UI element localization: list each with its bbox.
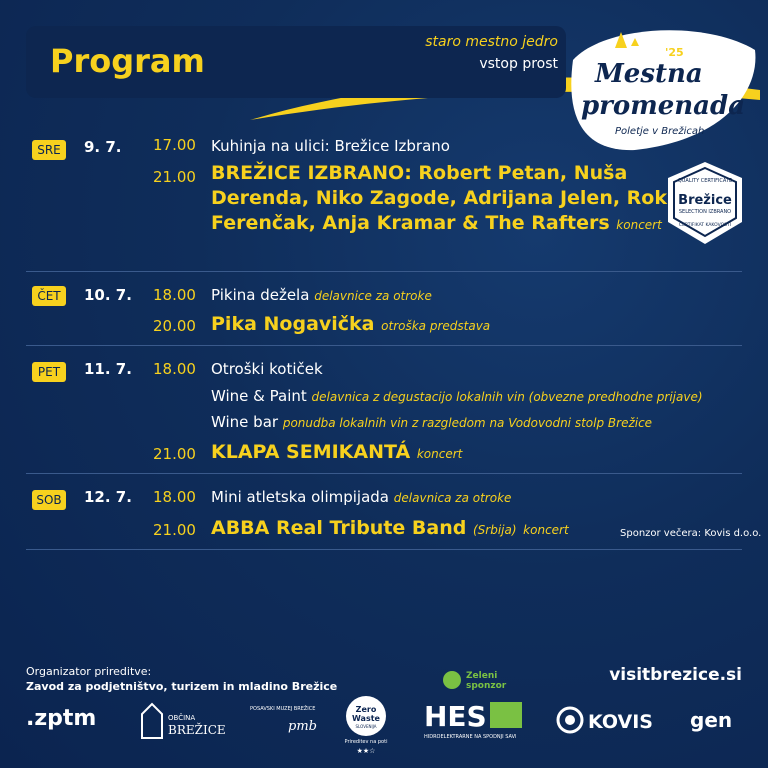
kovis-logo — [556, 704, 666, 736]
event-title: Otroški kotiček — [211, 360, 323, 378]
organizer-name: Zavod za podjetništvo, turizem in mladino Brežice — [26, 680, 338, 693]
entry-text: vstop prost — [479, 56, 558, 72]
day-thursday — [26, 272, 742, 346]
organizer-label: Organizator prireditve: — [26, 665, 152, 678]
svg-text:BREŽICE: BREŽICE — [168, 723, 226, 737]
svg-text:HIDROELEKTRARNE NA SPODNJI SAV: HIDROELEKTRARNE NA SPODNJI SAVI — [424, 734, 517, 740]
event-time: 17.00 — [153, 136, 196, 154]
svg-text:Mestna: Mestna — [595, 59, 703, 89]
svg-text:Zero: Zero — [355, 705, 377, 714]
svg-text:SELECTION IZBRANO: SELECTION IZBRANO — [678, 209, 732, 215]
day-date: 12. 7. — [84, 488, 132, 506]
event-time: 20.00 — [153, 317, 196, 335]
svg-text:SLOVENIJA: SLOVENIJA — [355, 724, 377, 729]
svg-text:KOVIS: KOVIS — [588, 711, 653, 733]
zero-waste-logo — [340, 692, 396, 756]
svg-text:sponzor: sponzor — [466, 681, 507, 691]
svg-text:promenada: promenada — [581, 91, 746, 121]
day-date: 9. 7. — [84, 138, 122, 156]
day-chip: SOB — [32, 490, 66, 510]
website-link[interactable]: visitbrezice.si — [609, 665, 742, 685]
svg-text:OBČINA: OBČINA — [168, 714, 196, 722]
svg-text:CERTIFIKAT KAKOVOSTI: CERTIFIKAT KAKOVOSTI — [678, 223, 732, 228]
separator — [26, 549, 742, 550]
posavski-muzej-logo — [248, 700, 328, 740]
event-title: Kuhinja na ulici: Brežice Izbrano — [211, 137, 450, 155]
event-title: Mini atletska olimpijada delavnica za otroke — [211, 488, 512, 506]
obcina-brezice-logo — [138, 698, 234, 742]
svg-text:★★☆: ★★☆ — [356, 747, 376, 755]
day-date: 10. 7. — [84, 286, 132, 304]
svg-text:QUALITY CERTIFICATE: QUALITY CERTIFICATE — [677, 178, 733, 184]
gen-logo: gen — [690, 708, 733, 732]
svg-text:Brežice: Brežice — [678, 193, 732, 208]
event-title: Pikina dežela delavnice za otroke — [211, 286, 432, 304]
day-chip: SRE — [32, 140, 66, 160]
svg-text:HES: HES — [424, 700, 487, 733]
event-time: 21.00 — [153, 445, 196, 463]
event-title: Pika Nogavička otroška predstava — [211, 313, 491, 335]
svg-text:pmb: pmb — [288, 719, 317, 734]
event-time: 21.00 — [153, 168, 196, 186]
zptm-logo: .zptm — [26, 706, 97, 731]
event-title: BREŽICE IZBRANO: Robert Petan, Nuša Derenda, Niko Zagode, Adrijana Jelen, Rok Ferenčak, Anja Kramar & The Rafters koncert — [211, 162, 667, 234]
event-title: KLAPA SEMIKANTÁ koncert — [211, 441, 463, 463]
day-wednesday — [26, 128, 742, 272]
svg-text:Waste: Waste — [352, 714, 380, 723]
day-date: 11. 7. — [84, 360, 132, 378]
event-time: 18.00 — [153, 488, 196, 506]
svg-text:POSAVSKI MUZEJ BREŽICE: POSAVSKI MUZEJ BREŽICE — [250, 706, 316, 712]
event-time: 18.00 — [153, 286, 196, 304]
sponsor-note: Sponzor večera: Kovis d.o.o. — [620, 528, 762, 539]
page-title: Program — [50, 42, 205, 80]
day-chip: PET — [32, 362, 66, 382]
svg-text:Zeleni: Zeleni — [466, 671, 498, 681]
event-time: 18.00 — [153, 360, 196, 378]
day-friday — [26, 346, 742, 474]
header-box — [26, 26, 566, 98]
venue-text: staro mestno jedro — [425, 34, 558, 50]
event-title: Wine & Paint delavnica z degustacijo lokalnih vin (obvezne predhodne prijave) — [211, 387, 703, 405]
event-title: ABBA Real Tribute Band (Srbija) koncert — [211, 517, 569, 539]
svg-text:Poletje v Brežicah: Poletje v Brežicah — [615, 126, 705, 137]
day-chip: ČET — [32, 286, 66, 306]
event-title: Wine bar ponudba lokalnih vin z razgledom na Vodovodni stolp Brežice — [211, 413, 653, 431]
svg-text:Prireditev na poti: Prireditev na poti — [344, 739, 388, 745]
svg-text:'25: '25 — [665, 46, 684, 59]
hes-zeleni-sponzor-logo — [420, 668, 530, 748]
event-time: 21.00 — [153, 521, 196, 539]
